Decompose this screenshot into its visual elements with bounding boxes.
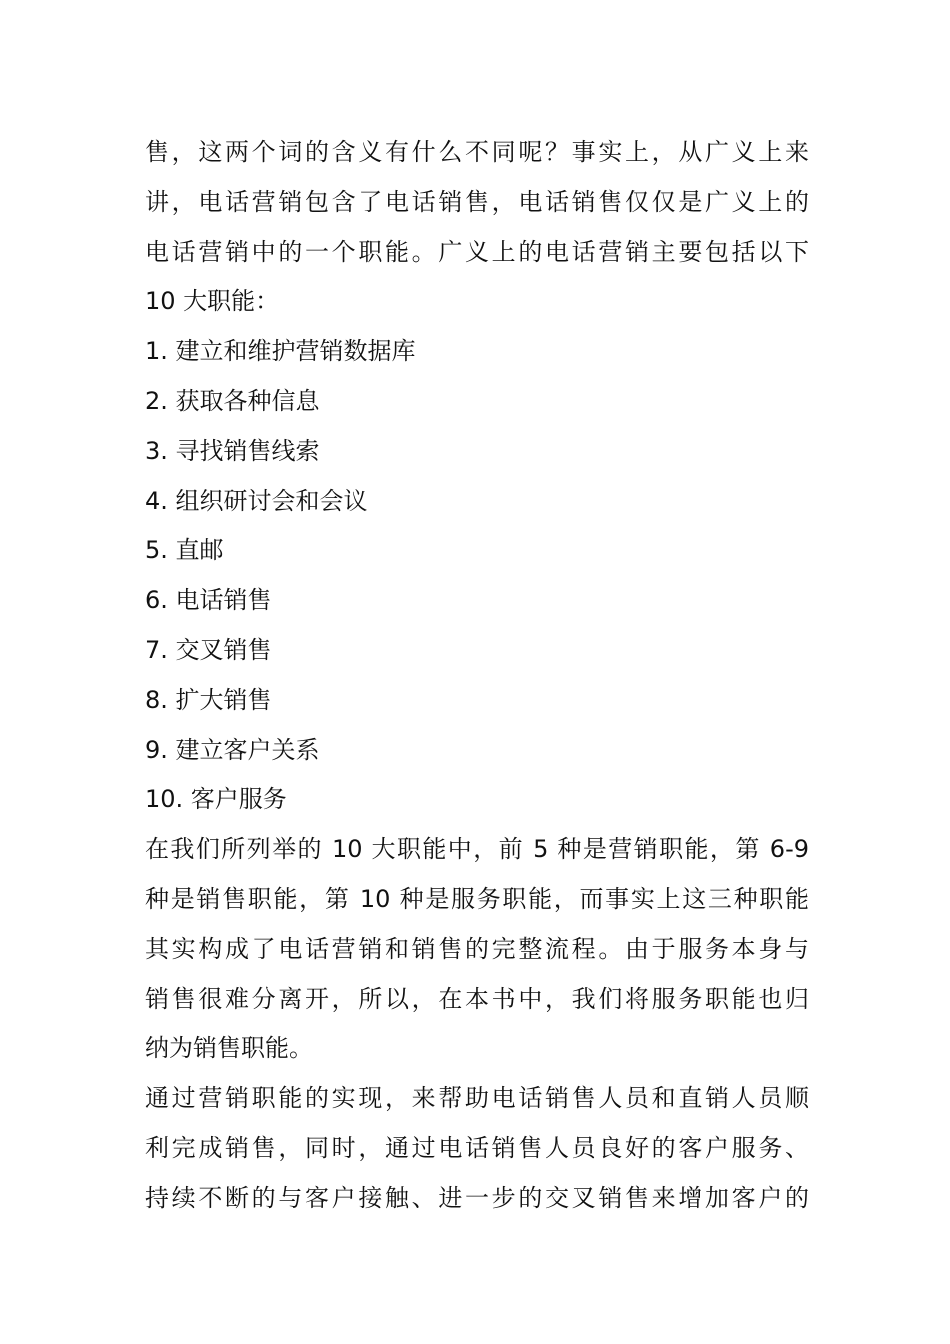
paragraph-line: 通过营销职能的实现，来帮助电话销售人员和直销人员顺 [145, 1084, 809, 1113]
list-item: 4. 组织研讨会和会议 [145, 486, 368, 515]
paragraph-line: 讲，电话营销包含了电话销售，电话销售仅仅是广义上的 [145, 187, 809, 216]
paragraph-line: 售，这两个词的含义有什么不同呢？事实上，从广义上来 [145, 138, 809, 166]
paragraph-line: 其实构成了电话营销和销售的完整流程。由于服务本身与 [145, 934, 809, 963]
list-item: 10. 客户服务 [145, 785, 287, 814]
list-item: 2. 获取各种信息 [145, 386, 320, 415]
paragraph-line: 在我们所列举的 10 大职能中，前 5 种是营销职能，第 6-9 [145, 835, 809, 864]
paragraph-line: 纳为销售职能。 [145, 1034, 313, 1063]
list-item: 9. 建立客户关系 [145, 735, 320, 764]
list-item: 6. 电话销售 [145, 586, 272, 615]
paragraph-line: 利完成销售，同时，通过电话销售人员良好的客户服务、 [145, 1133, 809, 1162]
list-item: 1. 建立和维护营销数据库 [145, 337, 416, 366]
paragraph-summary [145, 825, 809, 1074]
paragraph-line: 电话营销中的一个职能。广义上的电话营销主要包括以下 [145, 237, 809, 266]
list-item: 8. 扩大销售 [145, 685, 272, 714]
paragraph-line: 销售很难分离开，所以，在本书中，我们将服务职能也归 [145, 984, 809, 1013]
document-page [145, 128, 809, 1224]
list-item: 3. 寻找销售线索 [145, 436, 320, 465]
list-item: 7. 交叉销售 [145, 635, 272, 664]
paragraph-intro [145, 128, 809, 327]
paragraph-benefit [145, 1074, 809, 1223]
list-item: 5. 直邮 [145, 536, 224, 565]
paragraph-line: 持续不断的与客户接触、进一步的交叉销售来增加客户的 [145, 1183, 809, 1212]
paragraph-line: 10 大职能： [145, 287, 280, 316]
functions-list [145, 327, 809, 825]
paragraph-line: 种是销售职能，第 10 种是服务职能，而事实上这三种职能 [145, 884, 809, 913]
